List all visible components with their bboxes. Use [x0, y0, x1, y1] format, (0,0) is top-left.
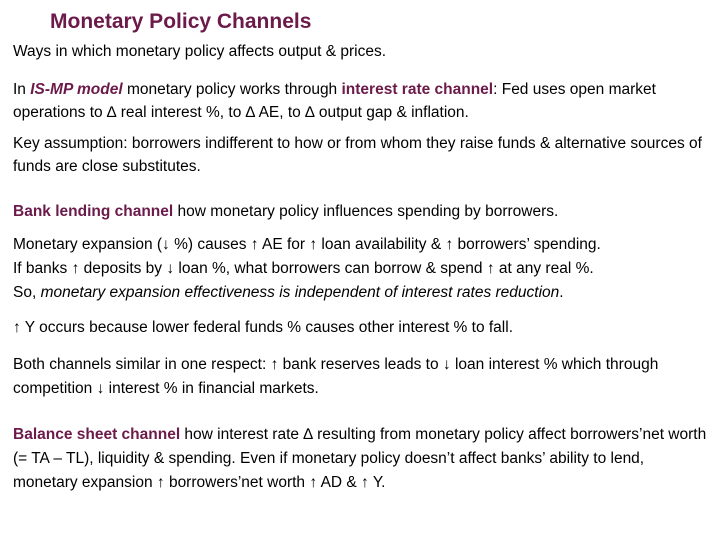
- slide-title: Monetary Policy Channels: [50, 10, 312, 33]
- p5-line2: If banks ↑ deposits by ↓ loan %, what borrowers can borrow & spend ↑ at any real %.: [13, 260, 594, 277]
- p2-prefix: In: [13, 81, 31, 98]
- bank-lending-channel-term: Bank lending channel: [13, 203, 174, 220]
- p5-line3: [13, 281, 713, 305]
- p2-suffix: : Fed uses open market operations to ∆ real interest %, to ∆ AE, to ∆ output gap & inflation.: [13, 81, 656, 121]
- intro-text: Ways in which monetary policy affects output & prices.: [13, 43, 387, 60]
- paragraph-bank-lending-channel: [13, 200, 713, 223]
- p5-line3-italic: monetary expansion effectiveness is independent of interest rates reduction: [40, 284, 560, 301]
- balance-sheet-channel-term: Balance sheet channel: [13, 426, 181, 443]
- paragraph-y-occurs: [13, 316, 713, 339]
- y-occurs-text: ↑ Y occurs because lower federal funds % causes other interest % to fall.: [13, 319, 513, 336]
- key-assumption-text: Key assumption: borrowers indifferent to how or from whom they raise funds & alternative sources of funds are close substitutes.: [13, 135, 702, 175]
- both-channels-text: Both channels similar in one respect: ↑ bank reserves leads to ↓ loan interest % which through competition ↓ interest % in financial markets.: [13, 356, 659, 397]
- paragraph-intro: [13, 40, 713, 63]
- is-mp-model-term: IS-MP model: [30, 81, 123, 98]
- p8-suffix: how interest rate ∆ resulting from monetary policy affect borrowers’net worth (= TA – TL), liquidity & spending. Even if monetary policy doesn’t affect banks’ ability to lend, monetary expansion ↑ borrowers’net worth ↑ AD & ↑ Y.: [13, 426, 707, 491]
- paragraph-interest-rate-channel: [13, 78, 713, 124]
- paragraph-monetary-expansion: [13, 233, 713, 305]
- interest-rate-channel-term: interest rate channel: [341, 81, 494, 98]
- p5-line3-prefix: So,: [13, 284, 41, 301]
- p5-line1: Monetary expansion (↓ %) causes ↑ AE for ↑ loan availability & ↑ borrowers’ spending.: [13, 236, 601, 253]
- p5-line3-suffix: .: [559, 284, 564, 301]
- paragraph-both-channels: [13, 353, 713, 401]
- p2-middle: monetary policy works through: [122, 81, 342, 98]
- paragraph-key-assumption: [13, 132, 713, 178]
- paragraph-balance-sheet-channel: [13, 423, 713, 495]
- p4-suffix: how monetary policy influences spending by borrowers.: [173, 203, 559, 220]
